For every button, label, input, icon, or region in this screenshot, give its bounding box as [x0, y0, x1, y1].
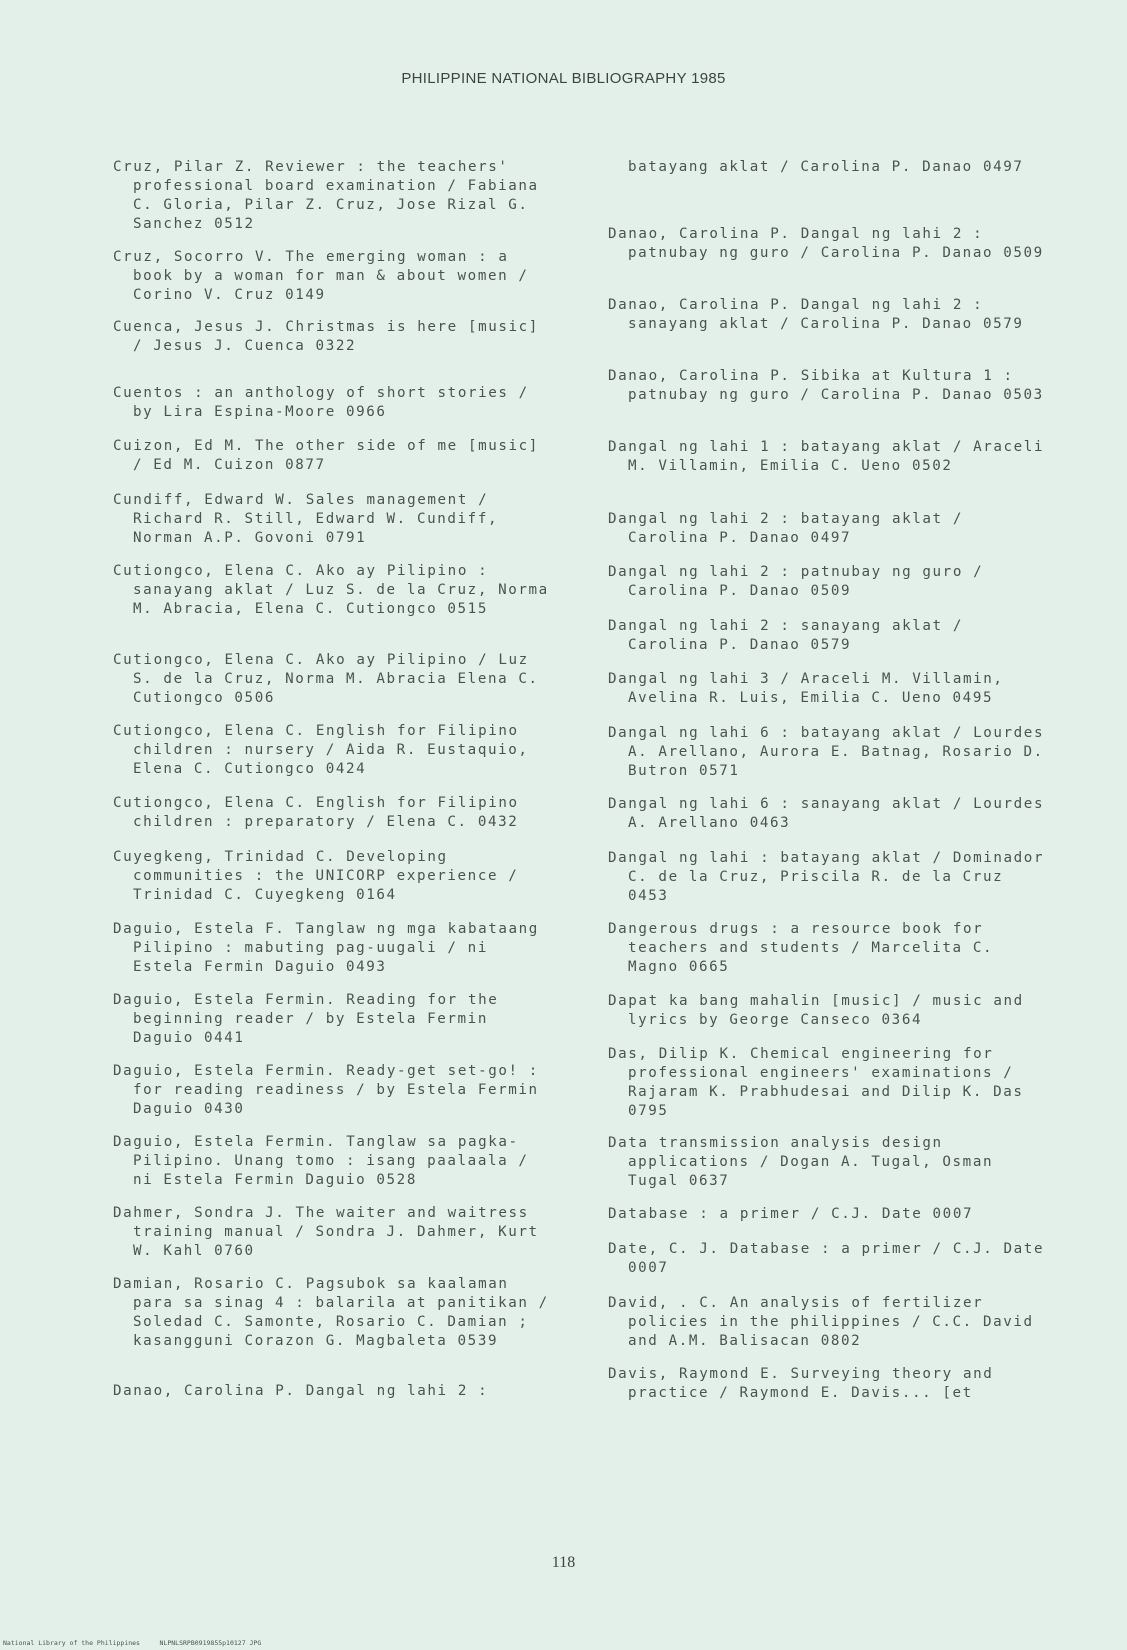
bibliography-entry-continued: batayang aklat / Carolina P. Danao 0497: [628, 159, 1024, 175]
page-number: 118: [551, 1554, 576, 1571]
bibliography-entry: David, . C. An analysis of fertilizer policies in the philippines / C.C. David and A.M. Balisacan 0802: [608, 1295, 1034, 1349]
bibliography-entry: Cruz, Socorro V. The emerging woman : a book by a woman for man & about women / Corino V. Cruz 0149: [113, 249, 529, 303]
bibliography-entry: Dangal ng lahi 2 : sanayang aklat / Carolina P. Danao 0579: [608, 618, 963, 653]
bibliography-entry: Data transmission analysis design applications / Dogan A. Tugal, Osman Tugal 0637: [608, 1135, 994, 1189]
bibliography-entry: Daguio, Estela Fermin. Tanglaw sa pagka-Pilipino. Unang tomo : isang paalaala / ni Estela Fermin Daguio 0528: [113, 1134, 529, 1188]
bibliography-entry: Danao, Carolina P. Dangal ng lahi 2 :: [113, 1383, 489, 1399]
bibliography-entry: Cruz, Pilar Z. Reviewer : the teachers' professional board examination / Fabiana C. Gloria, Pilar Z. Cruz, Jose Rizal G. Sanchez 0512: [113, 159, 539, 232]
bibliography-entry: Dangal ng lahi 6 : batayang aklat / Lourdes A. Arellano, Aurora E. Batnag, Rosario D. Butron 0571: [608, 725, 1045, 779]
bibliography-entry: Dangal ng lahi : batayang aklat / Dominador C. de la Cruz, Priscila R. de la Cruz 0453: [608, 850, 1045, 904]
bibliography-entry: Damian, Rosario C. Pagsubok sa kaalaman para sa sinag 4 : balarila at panitikan / Soledad C. Samonte, Rosario C. Damian ; kasangguni Corazon G. Magbaleta 0539: [113, 1276, 549, 1349]
bibliography-entry: Danao, Carolina P. Sibika at Kultura 1 : patnubay ng guro / Carolina P. Danao 0503: [608, 368, 1044, 403]
bibliography-entry: Dahmer, Sondra J. The waiter and waitress training manual / Sondra J. Dahmer, Kurt W. Kahl 0760: [113, 1205, 539, 1259]
bibliography-entry: Dangal ng lahi 3 / Araceli M. Villamin, Avelina R. Luis, Emilia C. Ueno 0495: [608, 671, 1004, 706]
bibliography-entry: Danao, Carolina P. Dangal ng lahi 2 : sanayang aklat / Carolina P. Danao 0579: [608, 297, 1024, 332]
bibliography-entry: Database : a primer / C.J. Date 0007: [608, 1206, 974, 1222]
bibliography-entry: Das, Dilip K. Chemical engineering for professional engineers' examinations / Rajaram K. Prabhudesai and Dilip K. Das 0795: [608, 1046, 1024, 1119]
bibliography-entry: Cutiongco, Elena C. Ako ay Pilipino / Luz S. de la Cruz, Norma M. Abracia Elena C. Cutiongco 0506: [113, 652, 539, 706]
scan-footer: National Library of the Philippines NLPNLSRPB0919855p10127 JPG: [3, 1639, 262, 1647]
bibliography-entry: Dangal ng lahi 1 : batayang aklat / Araceli M. Villamin, Emilia C. Ueno 0502: [608, 439, 1045, 474]
bibliography-entry: Cuizon, Ed M. The other side of me [music] / Ed M. Cuizon 0877: [113, 438, 539, 473]
bibliography-entry: Cuenca, Jesus J. Christmas is here [music] / Jesus J. Cuenca 0322: [113, 319, 539, 354]
bibliography-entry: Cutiongco, Elena C. Ako ay Pilipino : sanayang aklat / Luz S. de la Cruz, Norma M. Abracia, Elena C. Cutiongco 0515: [113, 563, 549, 617]
page-header: PHILIPPINE NATIONAL BIBLIOGRAPHY 1985: [401, 70, 726, 87]
bibliography-entry: Dapat ka bang mahalin [music] / music and lyrics by George Canseco 0364: [608, 993, 1024, 1028]
bibliography-entry: Dangal ng lahi 2 : patnubay ng guro / Carolina P. Danao 0509: [608, 564, 984, 599]
bibliography-entry: Daguio, Estela Fermin. Ready-get set-go! : for reading readiness / by Estela Fermin Daguio 0430: [113, 1063, 539, 1117]
bibliography-entry: Davis, Raymond E. Surveying theory and practice / Raymond E. Davis... [et: [608, 1366, 994, 1401]
bibliography-entry: Danao, Carolina P. Dangal ng lahi 2 : patnubay ng guro / Carolina P. Danao 0509: [608, 226, 1044, 261]
bibliography-entry: Cutiongco, Elena C. English for Filipino children : preparatory / Elena C. 0432: [113, 795, 519, 830]
bibliography-entry: Date, C. J. Database : a primer / C.J. Date 0007: [608, 1241, 1045, 1276]
bibliography-entry: Daguio, Estela F. Tanglaw ng mga kabataang Pilipino : mabuting pag-uugali / ni Estela Fermin Daguio 0493: [113, 921, 539, 975]
bibliography-entry: Daguio, Estela Fermin. Reading for the beginning reader / by Estela Fermin Daguio 0441: [113, 992, 499, 1046]
bibliography-entry: Cundiff, Edward W. Sales management / Richard R. Still, Edward W. Cundiff, Norman A.P. Govoni 0791: [113, 492, 499, 546]
bibliography-entry: Cuentos : an anthology of short stories / by Lira Espina-Moore 0966: [113, 385, 529, 420]
bibliography-entry: Dangal ng lahi 2 : batayang aklat / Carolina P. Danao 0497: [608, 511, 963, 546]
bibliography-entry: Cutiongco, Elena C. English for Filipino children : nursery / Aida R. Eustaquio, Elena C. Cutiongco 0424: [113, 723, 529, 777]
bibliography-entry: Dangal ng lahi 6 : sanayang aklat / Lourdes A. Arellano 0463: [608, 796, 1045, 831]
bibliography-entry: Cuyegkeng, Trinidad C. Developing communities : the UNICORP experience / Trinidad C. Cuyegkeng 0164: [113, 849, 519, 903]
bibliography-entry: Dangerous drugs : a resource book for teachers and students / Marcelita C. Magno 0665: [608, 921, 994, 975]
